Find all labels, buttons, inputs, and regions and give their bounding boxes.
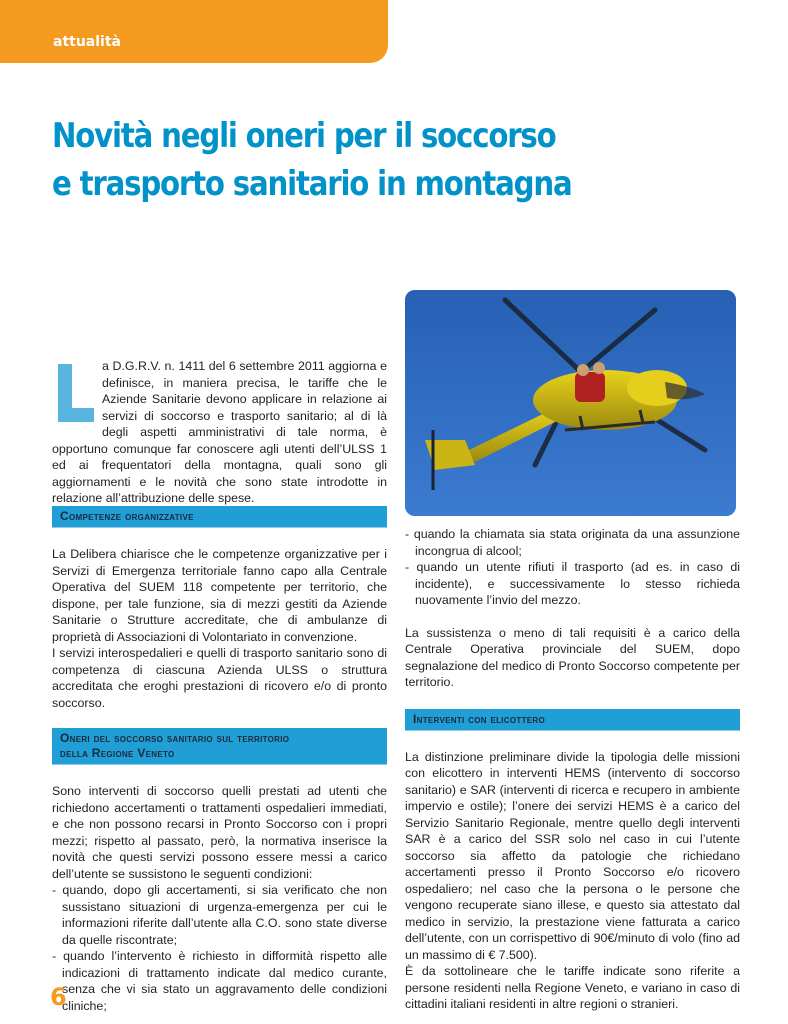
elicottero-paragraph-1: La distinzione preliminare divide la tipologia delle missioni con elicottero in interventi HEMS (intervento di soccorso sanitario) e SAR (interventi di ricerca e recupero in ambiente impervio e ostile); l’onere dei servizi HEMS è a carico del Servizio Sanitario Regionale, mentre quello degli interventi SAR è a carico del SSR solo nel caso in cui l’utente soccorso sia affetto da patologie che richiedano accertamenti presso il Pronto Soccorso e/o ricovero ospedaliero; nel caso che la persona o le persone che vengono recuperate siano illese, e questo sia attestato dal medico in servizio, la prestazione viene fatturata a carico dell’utente, con un corrispettivo di 90€/minuto di volo (fino ad un massimo di € 7.500). [405,749,740,962]
right-column [405,526,740,1013]
helicopter-photo [405,290,736,516]
elicottero-paragraph-2: È da sottolineare che le tariffe indicate sono riferite a persone residenti nella Regione Veneto, e variano in caso di cittadini italiani residenti in altre regioni o stranieri. [405,964,740,1011]
left-column [52,506,387,1014]
dropcap-letter-l [52,360,96,426]
oneri-heading-line-2: della Regione Veneto [60,746,175,760]
oneri-bullet-1: - quando, dopo gli accertamenti, si sia verificato che non sussistano situazioni di urgenza-emergenza per cui le informazioni riferite dall’utente alla C.O. sono state diverse da quelle riscontrate; [52,883,387,947]
oneri-bullet-3: - quando la chiamata sia stata originata da una assunzione incongrua di alcool; [405,527,740,558]
competenze-paragraph-2: I servizi interospedalieri e quelli di trasporto sanitario sono di competenza di ciascuna Azienda ULSS o struttura accreditata che eroghi prestazioni di ricovero e/o di pronto soccorso. [52,646,387,710]
intro-text: a D.G.R.V. n. 1411 del 6 settembre 2011 aggiorna e definisce, in maniera precisa, le tariffe che le Aziende Sanitarie devono applicare in relazione ai servizi di soccorso e trasporto sanitario; al di là degli aspetti amministrativi di tale norma, è opportuno comunque far conoscere agli utenti dell’ULSS 1 ed ai frequentatori della montagna, quali sono gli aggiornamenti e le novità che sono state introdotte in relazione all’attribuzione delle spese. [52,359,387,505]
title-line-2: e trasporto sanitario in montagna [52,164,572,204]
section-heading-competenze: Competenze organizzative [52,506,387,528]
intro-paragraph [52,358,387,507]
oneri-bullet-4: - quando un utente rifiuti il trasporto (ad es. in caso di incidente), e successivamente lo stesso richieda nuovamente l’invio del mezzo. [405,560,740,607]
oneri-paragraph: Sono interventi di soccorso quelli prestati ad utenti che richiedono accertamenti o trattamenti ospedalieri immediati, e che non possono recarsi in Pronto Soccorso con i propri mezzi; rispetto al passato, però, la normativa inserisce la novità che questi servizi possono essere messi a carico dell’utente se sussistono le seguenti condizioni: [52,784,387,881]
article-title [52,112,654,208]
sussistenza-paragraph: La sussistenza o meno di tali requisiti è a carico della Centrale Operativa provinciale del SUEM, dopo segnalazione del medico di Pronto Soccorso competente per territorio. [405,625,740,689]
helicopter-illustration [405,290,736,516]
section-tab [0,0,388,63]
oneri-bullet-2: - quando l’intervento è richiesto in difformità rispetto alle indicazioni di trattamento indicate dal medico curante, senza che vi sia stato un aggravamento delle condizioni cliniche; [52,949,387,1013]
title-line-1: Novità negli oneri per il soccorso [52,116,556,156]
page-number: 6 [50,983,67,1011]
section-heading-oneri [52,728,387,765]
competenze-paragraph-1: La Delibera chiarisce che le competenze organizzative per i Servizi di Emergenza territoriale fanno capo alla Centrale Operativa del SUEM 118 competente per territorio, che dispone, per tale funzione, sia di mezzi gestiti da Aziende Sanitarie o Strutture accreditate, che di ambulanze di proprietà di Associazioni di Volontariato in convenzione. [52,547,387,644]
section-tab-label: attualità [53,34,121,50]
oneri-heading-line-1: Oneri del soccorso sanitario sul territorio [60,731,290,745]
section-heading-elicottero: Interventi con elicottero [405,709,740,731]
